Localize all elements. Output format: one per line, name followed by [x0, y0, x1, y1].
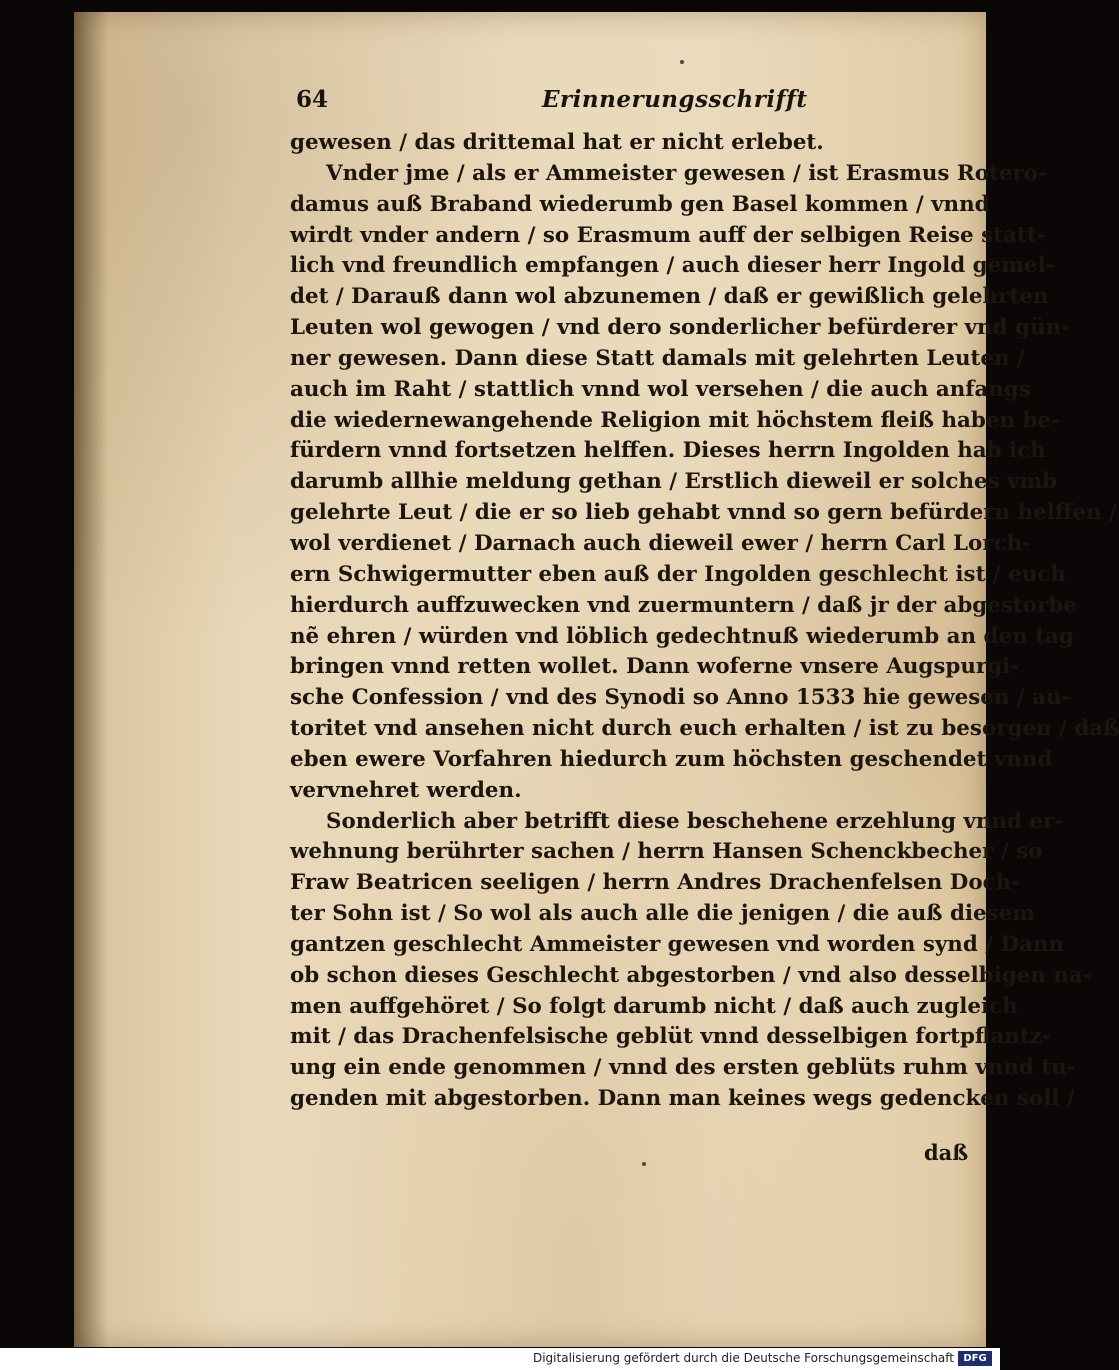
text-line: vervnehret werden. [290, 777, 522, 803]
text-line: bringen vnnd retten wollet. Dann woferne vnsere Augspurgi- [290, 654, 1020, 680]
text-line: nẽ ehren / würden vnd löblich gedechtnuß wiederumb an den tag [290, 623, 1074, 649]
text-line: toritet vnd ansehen nicht durch euch erhalten / ist zu besorgen / daß [290, 716, 1119, 742]
text-line: eben ewere Vorfahren hiedurch zum höchsten geschendet vnnd [290, 746, 1053, 772]
text-line: fürdern vnnd fortsetzen helffen. Dieses herrn Ingolden hab ich [290, 438, 1046, 464]
text-line: lich vnd freundlich empfangen / auch dieser herr Ingold gemel- [290, 253, 1055, 279]
text-line: gelehrte Leut / die er so lieb gehabt vnnd so gern befürdern helffen / [290, 500, 1117, 526]
text-line: gewesen / das drittemal hat er nicht erlebet. [290, 130, 824, 155]
text-line: wol verdienet / Darnach auch dieweil ewer / herrn Carl Lorch- [290, 530, 1032, 556]
text-line: ner gewesen. Dann diese Statt damals mit gelehrten Leuten / [290, 345, 1025, 371]
spine-shadow [74, 12, 108, 1347]
text-line: ung ein ende genommen / vnnd des ersten geblüts ruhm vnnd tu- [290, 1055, 1076, 1081]
footer-credit: Digitalisierung gefördert durch die Deutsche Forschungsgemeinschaft [532, 1351, 954, 1365]
text-line: ern Schwigermutter eben auß der Ingolden geschlecht ist / euch [290, 561, 1066, 587]
page-number: 64 [296, 86, 329, 113]
text-line: genden mit abgestorben. Dann man keines wegs gedencken soll / [290, 1086, 1075, 1112]
text-line: sche Confession / vnd des Synodi so Anno 1533 hie gewesen / au- [290, 685, 1071, 711]
text-line: auch im Raht / stattlich vnnd wol versehen / die auch anfangs [290, 376, 1031, 402]
text-line: wehnung berührter sachen / herrn Hansen Schenckbecher / so [290, 839, 1043, 865]
text-line: mit / das Drachenfelsische geblüt vnnd desselbigen fortpflantz- [290, 1024, 1051, 1050]
text-line: Fraw Beatricen seeligen / herrn Andres Drachenfelsen Doch- [290, 870, 1021, 896]
text-line: hierdurch auffzuwecken vnd zuermuntern / daß jr der abgestorbe [290, 592, 1077, 618]
text-line: gantzen geschlecht Ammeister gewesen vnd worden synd / Dann [290, 931, 1065, 957]
text-line: Leuten wol gewogen / vnd dero sonderlicher befürderer vnd gün- [290, 315, 1070, 341]
text-line: Sonderlich aber betrifft diese beschehene erzehlung vnnd er- [326, 808, 1064, 834]
book-page [74, 12, 1119, 1347]
dfg-logo-icon: DFG [958, 1351, 992, 1366]
catchword: daß [924, 1140, 969, 1165]
text-line: ob schon dieses Geschlecht abgestorben / vnd also desselbigen na- [290, 962, 1092, 988]
ink-speck [680, 60, 684, 64]
running-title: Erinnerungsschrifft [542, 86, 808, 113]
text-line: die wiedernewangehende Religion mit höchstem fleiß haben be- [290, 407, 1060, 433]
digitization-footer [0, 1348, 1000, 1370]
ink-speck [642, 1162, 646, 1166]
text-line: ter Sohn ist / So wol als auch alle die jenigen / die auß diesem [290, 901, 1035, 927]
text-line: men auffgehöret / So folgt darumb nicht / daß auch zugleich [290, 993, 1018, 1019]
text-line: darumb allhie meldung gethan / Erstlich dieweil er solches vmb [290, 469, 1058, 495]
text-line: wirdt vnder andern / so Erasmum auff der selbigen Reise statt- [290, 222, 1046, 248]
running-head [74, 82, 986, 118]
text-line: Vnder jme / als er Ammeister gewesen / ist Erasmus Rotero- [326, 160, 1047, 186]
body-text [290, 128, 1119, 1115]
text-line: damus auß Braband wiederumb gen Basel kommen / vnnd [290, 191, 990, 217]
text-line: det / Darauß dann wol abzunemen / daß er gewißlich gelehrten [290, 284, 1049, 310]
